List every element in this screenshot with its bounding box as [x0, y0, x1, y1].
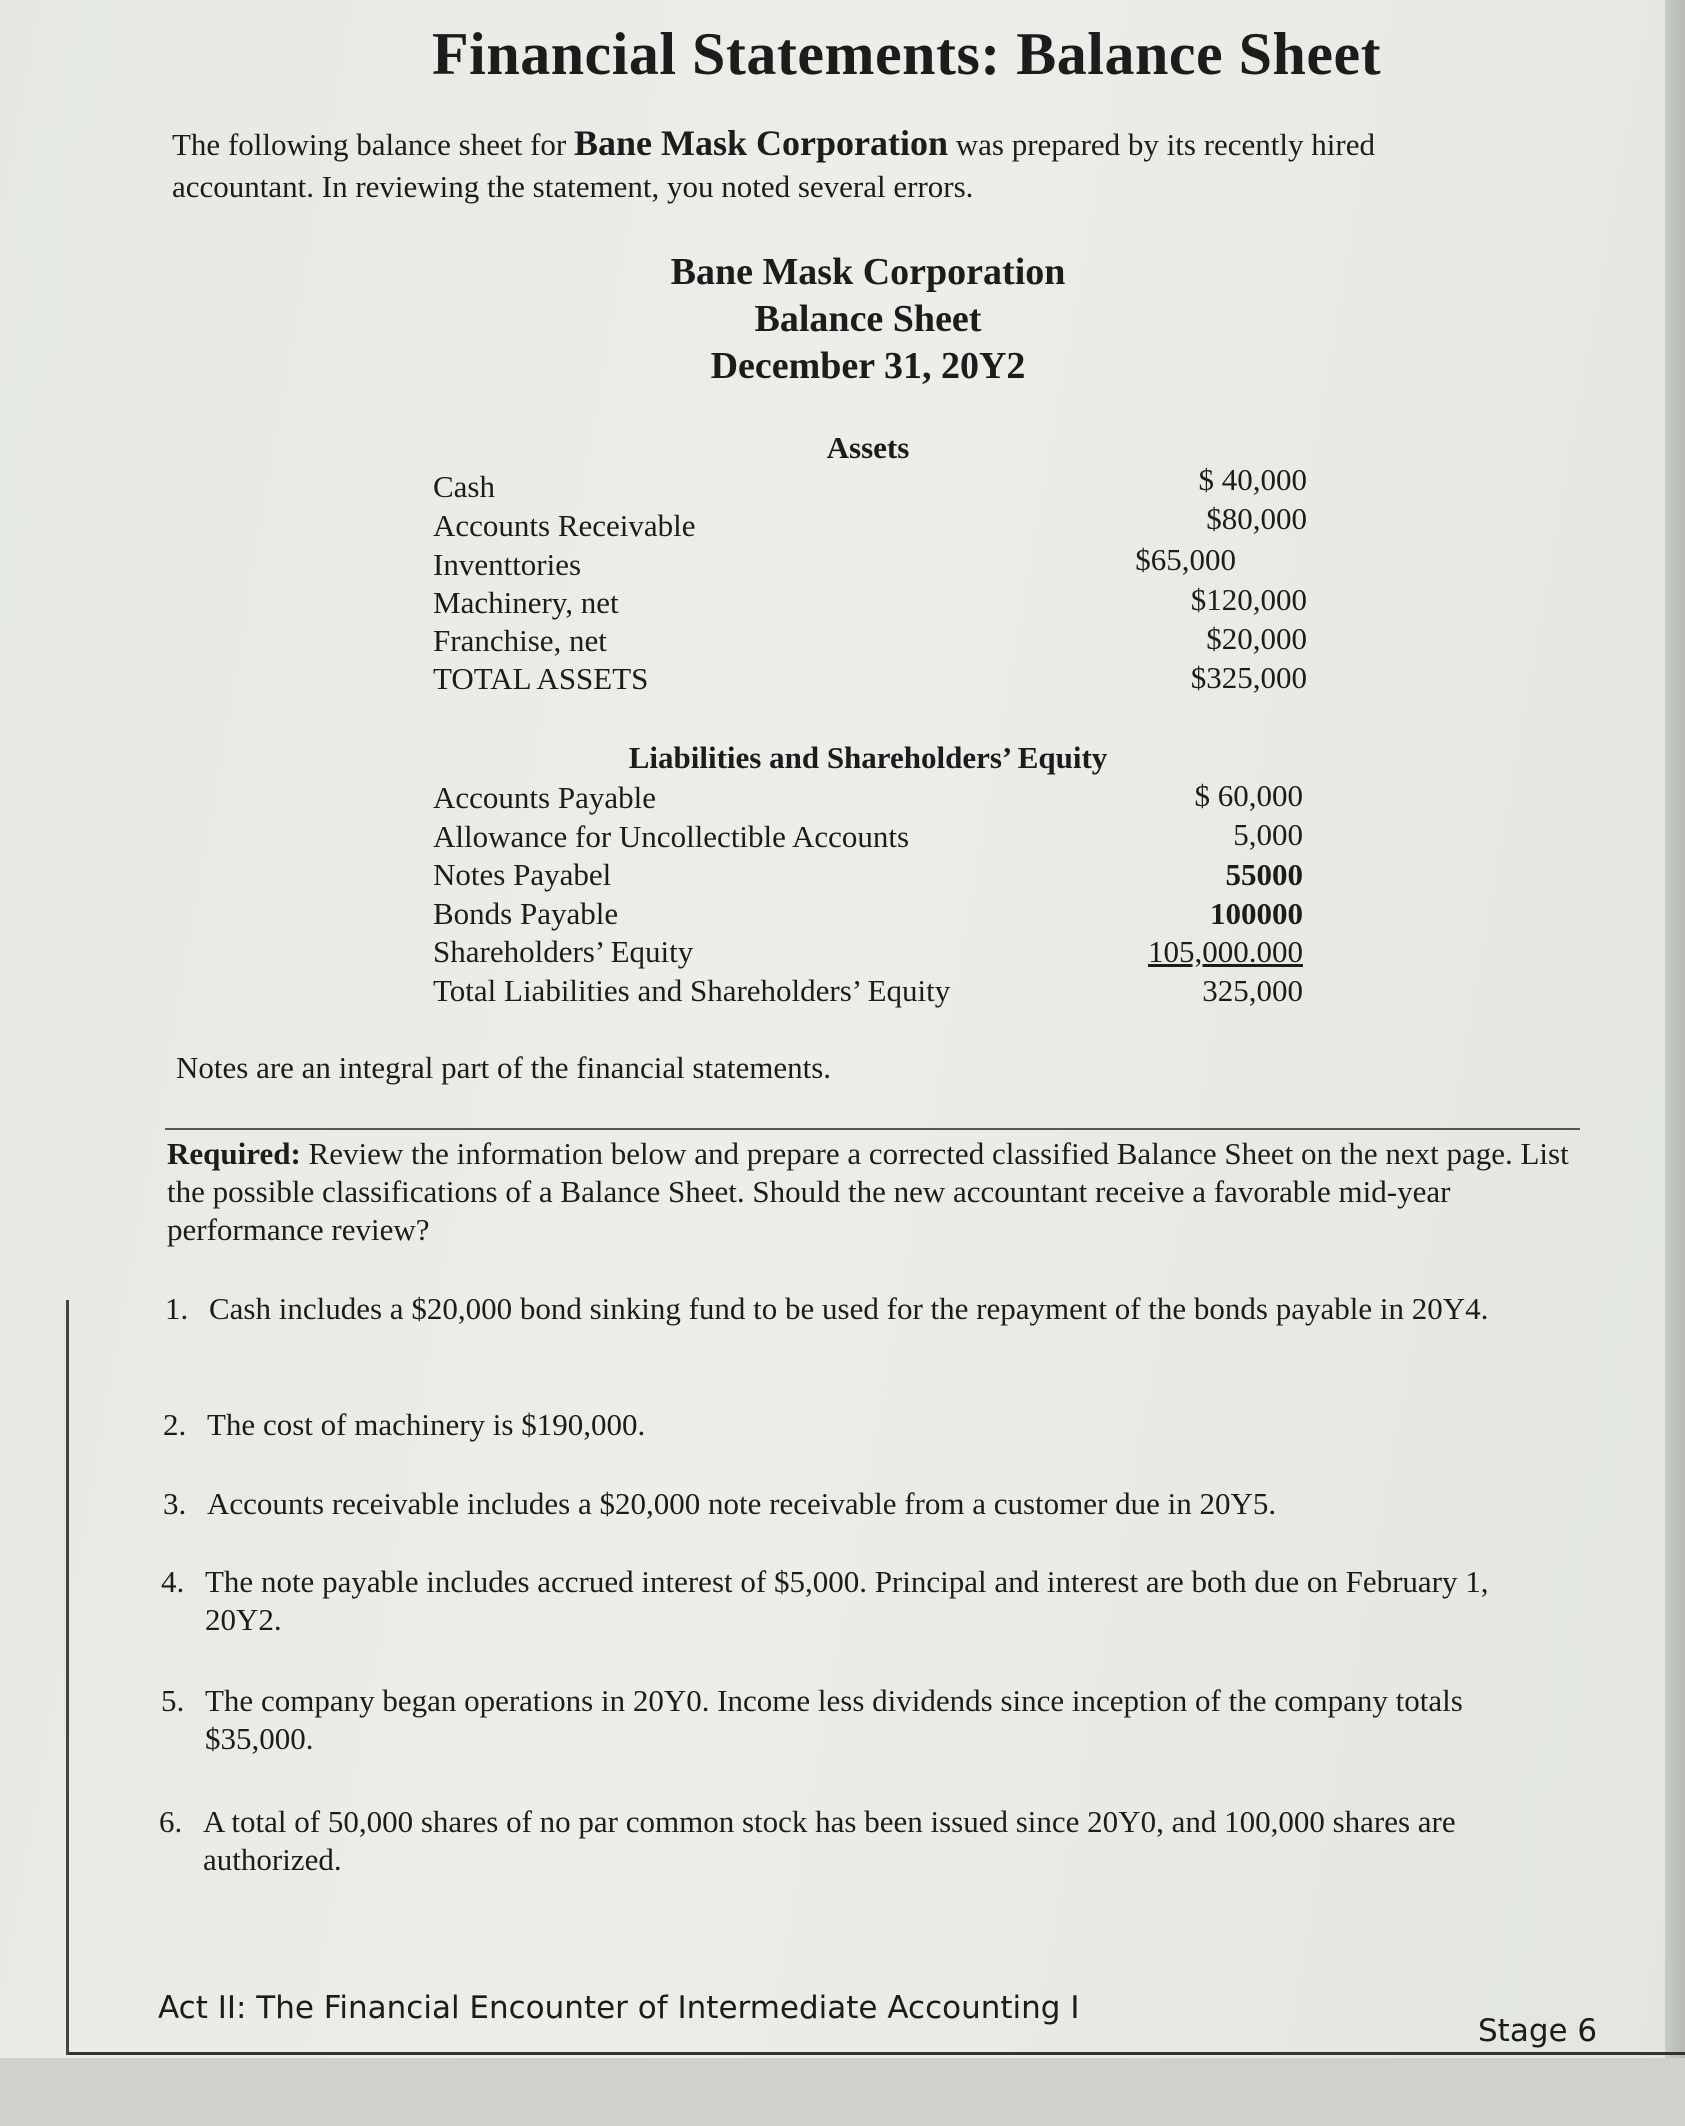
intro-after: was prepared by its recently hired accountant. In reviewing the statement, you noted several errors.	[172, 127, 1375, 204]
item-text: The note payable includes accrued interest of $5,000. Principal and interest are both due on February 1, 20Y2.	[205, 1564, 1489, 1637]
statement-company: Bane Mask Corporation	[670, 251, 1066, 293]
liab-value-bonds: 100000	[1210, 896, 1303, 931]
assets-heading: Assets	[826, 430, 910, 465]
statement-date: December 31, 20Y2	[710, 345, 1026, 387]
item-number: 5.	[161, 1683, 185, 1718]
section-divider	[165, 1128, 1580, 1130]
intro-before: The following balance sheet for	[172, 127, 574, 162]
asset-label-total: TOTAL ASSETS	[433, 661, 649, 696]
footer-bottom-rule	[68, 2052, 1685, 2055]
page-edge-shadow	[1665, 0, 1685, 2126]
asset-value-cash: $ 40,000	[1198, 462, 1307, 497]
footer-stage: Stage 6	[1478, 2013, 1598, 2049]
item-text: The company began operations in 20Y0. Income less dividends since inception of the company totals $35,000.	[205, 1683, 1463, 1756]
asset-label-franchise: Franchise, net	[433, 623, 607, 658]
liab-value-payable: $ 60,000	[1194, 778, 1303, 813]
statement-title: Balance Sheet	[754, 298, 982, 340]
item-text: Accounts receivable includes a $20,000 note receivable from a customer due in 20Y5.	[207, 1486, 1277, 1521]
liab-label-equity: Shareholders’ Equity	[433, 934, 694, 969]
list-item	[161, 1682, 1541, 1758]
liab-value-equity: 105,000.000	[1148, 934, 1303, 969]
required-text: Review the information below and prepare a corrected classified Balance Sheet on the next page. List the possible classifications of a Balance Sheet. Should the new accountant receive a favorable mid-year performance review?	[167, 1136, 1569, 1247]
liab-label-allowance: Allowance for Uncollectible Accounts	[433, 819, 910, 854]
asset-label-machinery: Machinery, net	[433, 585, 619, 620]
list-item	[163, 1406, 1543, 1444]
item-number: 3.	[163, 1486, 187, 1521]
asset-value-total: $325,000	[1190, 660, 1307, 695]
required-label: Required:	[167, 1136, 301, 1171]
intro-company: Bane Mask Corporation	[574, 123, 949, 163]
asset-value-machinery: $120,000	[1190, 582, 1307, 617]
item-text: The cost of machinery is $190,000.	[207, 1407, 646, 1442]
footer-left-rule	[66, 1300, 69, 2055]
liab-value-total: 325,000	[1202, 973, 1303, 1008]
asset-label-receivable: Accounts Receivable	[433, 508, 696, 543]
required-paragraph	[167, 1135, 1587, 1249]
page-title: Financial Statements: Balance Sheet	[432, 21, 1382, 87]
item-text: Cash includes a $20,000 bond sinking fund to be used for the repayment of the bonds payable in 20Y4.	[209, 1291, 1489, 1326]
liabilities-heading: Liabilities and Shareholders’ Equity	[628, 740, 1108, 775]
liab-label-total: Total Liabilities and Shareholders’ Equity	[433, 973, 951, 1008]
item-number: 2.	[163, 1407, 187, 1442]
footer-course-title: Act II: The Financial Encounter of Intermediate Accounting I	[158, 1990, 1080, 2026]
page-bottom-background	[0, 2058, 1685, 2126]
statements-note: Notes are an integral part of the financial statements.	[176, 1050, 832, 1085]
list-item	[165, 1290, 1545, 1328]
list-item	[161, 1563, 1541, 1639]
liab-label-notes: Notes Payabel	[433, 857, 612, 892]
item-number: 6.	[159, 1804, 183, 1839]
asset-value-receivable: $80,000	[1206, 501, 1307, 536]
item-number: 1.	[165, 1291, 189, 1326]
intro-paragraph	[172, 122, 1512, 208]
liab-value-notes: 55000	[1225, 857, 1303, 892]
asset-label-cash: Cash	[433, 469, 495, 504]
list-item	[159, 1803, 1539, 1879]
item-text: A total of 50,000 shares of no par common stock has been issued since 20Y0, and 100,000 shares are authorized.	[203, 1804, 1456, 1877]
asset-value-inventories: $65,000	[1135, 542, 1236, 577]
liab-value-allowance: 5,000	[1233, 817, 1303, 852]
liab-label-bonds: Bonds Payable	[433, 896, 619, 931]
asset-label-inventories: Inventtories	[433, 547, 582, 582]
item-number: 4.	[161, 1564, 185, 1599]
list-item	[163, 1485, 1543, 1523]
asset-value-franchise: $20,000	[1206, 621, 1307, 656]
liab-label-payable: Accounts Payable	[433, 780, 656, 815]
